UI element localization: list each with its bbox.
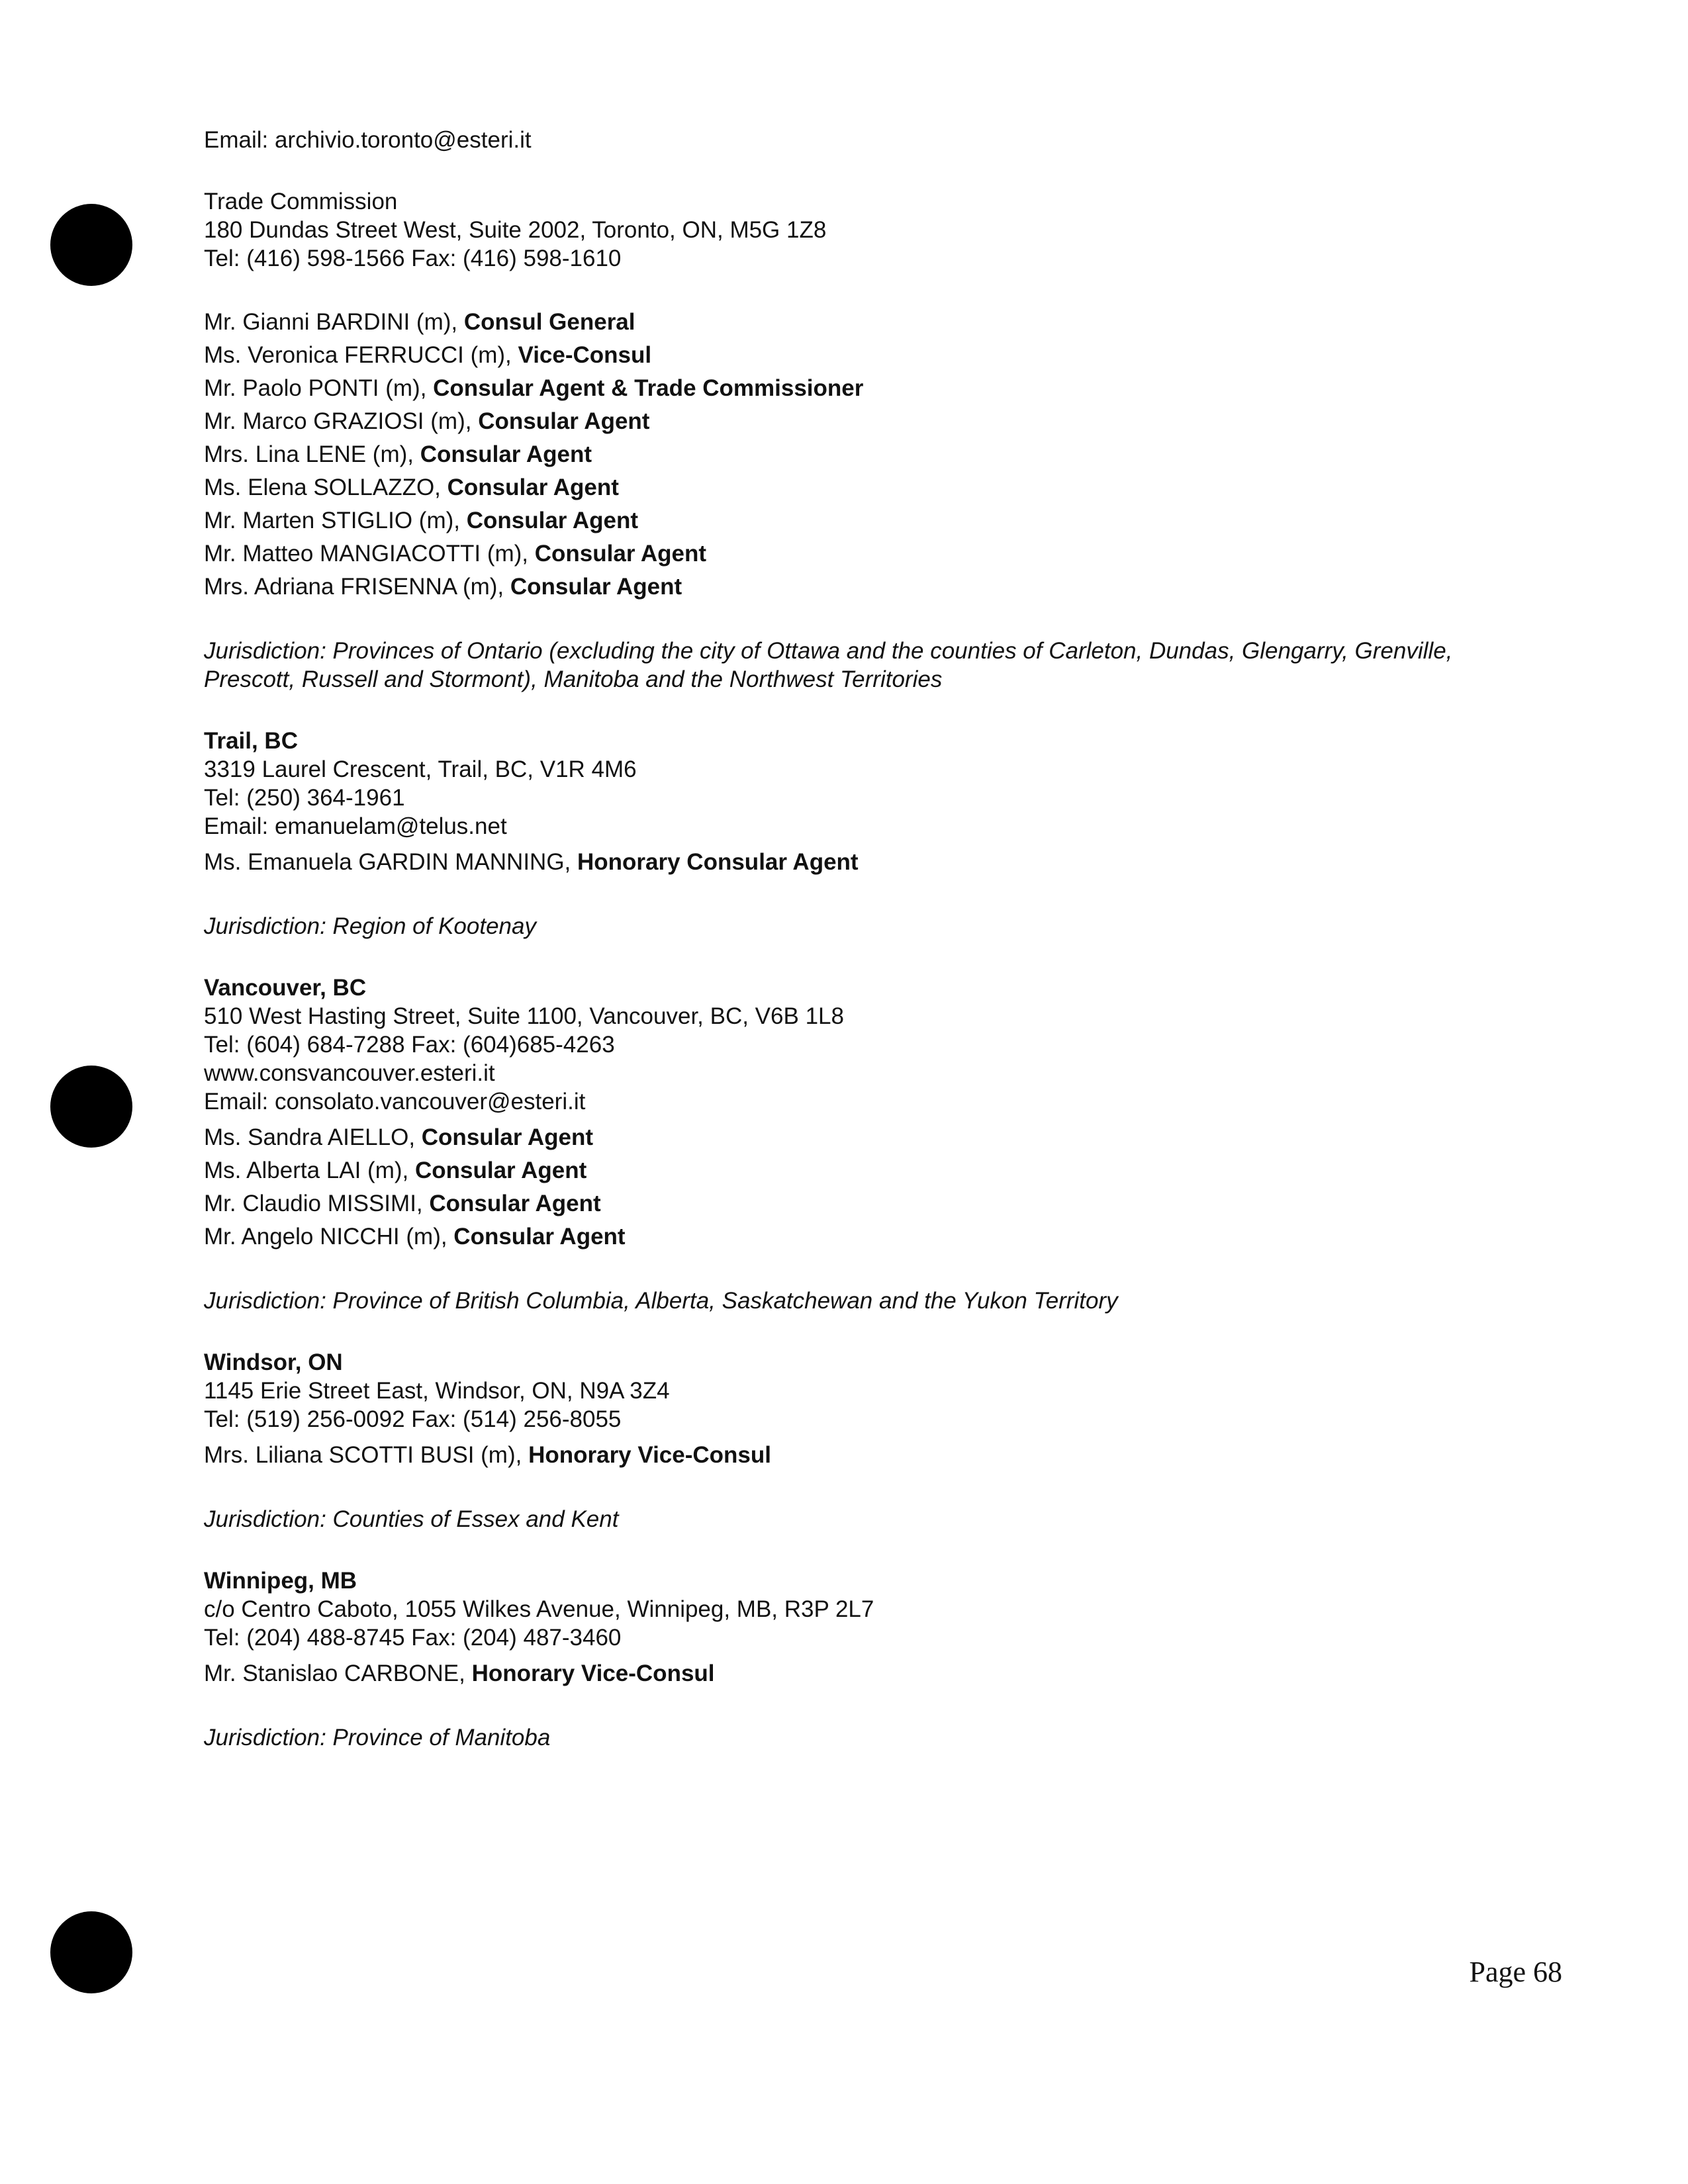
staff-entry [204, 537, 1541, 570]
office-name: Windsor, ON [204, 1349, 343, 1375]
staff-role: Consular Agent [447, 475, 619, 500]
office-jurisdiction: Jurisdiction: Region of Kootenay [204, 913, 536, 939]
staff-person: Mr. Marten STIGLIO (m), [204, 508, 467, 533]
staff-person: Mr. Angelo NICCHI (m), [204, 1224, 454, 1250]
office-name: Winnipeg, MB [204, 1568, 357, 1594]
punch-hole-mark [50, 204, 132, 286]
staff-person: Ms. Veronica FERRUCCI (m), [204, 342, 518, 368]
staff-role: Honorary Consular Agent [577, 849, 859, 875]
staff-entry [204, 1220, 1541, 1253]
punch-hole-mark [50, 1911, 132, 1993]
page-number: Page 68 [1469, 1956, 1562, 1988]
staff-entry [204, 372, 1541, 405]
office-address: c/o Centro Caboto, 1055 Wilkes Avenue, Winnipeg, MB, R3P 2L7 [204, 1596, 874, 1622]
office-jurisdiction: Jurisdiction: Province of British Columbia, Alberta, Saskatchewan and the Yukon Territory [204, 1288, 1118, 1314]
office-website: www.consvancouver.esteri.it [204, 1060, 495, 1086]
staff-person: Mr. Claudio MISSIMI, [204, 1191, 430, 1216]
staff-role: Consul General [463, 309, 635, 335]
staff-role: Consular Agent [421, 1124, 594, 1150]
office-jurisdiction: Jurisdiction: Counties of Essex and Kent [204, 1506, 619, 1532]
office-email: Email: consolato.vancouver@esteri.it [204, 1089, 586, 1115]
staff-entry [204, 339, 1541, 372]
trade-commission-address: 180 Dundas Street West, Suite 2002, Toronto, ON, M5G 1Z8 [204, 217, 827, 243]
staff-entry [204, 405, 1541, 438]
staff-person: Ms. Emanuela GARDIN MANNING, [204, 849, 577, 875]
staff-role: Consular Agent & Trade Commissioner [433, 375, 864, 401]
trail-office [204, 727, 1541, 940]
trade-commission-name: Trade Commission [204, 189, 398, 214]
office-phone: Tel: (604) 684-7288 Fax: (604)685-4263 [204, 1032, 615, 1058]
staff-person: Mr. Matteo MANGIACOTTI (m), [204, 541, 535, 567]
staff-role: Consular Agent [453, 1224, 626, 1250]
office-address: 510 West Hasting Street, Suite 1100, Vancouver, BC, V6B 1L8 [204, 1003, 844, 1029]
trade-commission-phone: Tel: (416) 598-1566 Fax: (416) 598-1610 [204, 246, 622, 271]
office-address: 1145 Erie Street East, Windsor, ON, N9A 3Z4 [204, 1378, 670, 1404]
toronto-staff-list [204, 306, 1541, 604]
office-address: 3319 Laurel Crescent, Trail, BC, V1R 4M6 [204, 756, 637, 782]
staff-entry [204, 1439, 1541, 1472]
document-body [204, 126, 1541, 1752]
staff-role: Honorary Vice-Consul [471, 1661, 715, 1686]
staff-entry [204, 1187, 1541, 1220]
staff-entry [204, 570, 1541, 604]
staff-person: Ms. Elena SOLLAZZO, [204, 475, 447, 500]
staff-role: Consular Agent [534, 541, 707, 567]
staff-role: Vice-Consul [518, 342, 652, 368]
office-phone: Tel: (204) 488-8745 Fax: (204) 487-3460 [204, 1625, 622, 1651]
windsor-office [204, 1348, 1541, 1533]
staff-person: Mr. Marco GRAZIOSI (m), [204, 408, 479, 434]
office-jurisdiction: Jurisdiction: Province of Manitoba [204, 1725, 551, 1751]
staff-person: Ms. Sandra AIELLO, [204, 1124, 422, 1150]
staff-person: Mrs. Lina LENE (m), [204, 441, 420, 467]
winnipeg-office [204, 1567, 1541, 1752]
office-phone: Tel: (519) 256-0092 Fax: (514) 256-8055 [204, 1406, 622, 1432]
staff-role: Consular Agent [414, 1158, 587, 1183]
staff-role: Consular Agent [420, 441, 592, 467]
staff-entry [204, 504, 1541, 537]
staff-person: Mr. Paolo PONTI (m), [204, 375, 434, 401]
trade-commission-block [204, 187, 1541, 273]
staff-entry [204, 1121, 1541, 1154]
staff-person: Mr. Gianni BARDINI (m), [204, 309, 464, 335]
staff-role: Honorary Vice-Consul [528, 1442, 771, 1468]
staff-role: Consular Agent [478, 408, 650, 434]
vancouver-office [204, 974, 1541, 1315]
toronto-email: Email: archivio.toronto@esteri.it [204, 127, 532, 153]
staff-person: Mr. Stanislao CARBONE, [204, 1661, 472, 1686]
staff-person: Mrs. Liliana SCOTTI BUSI (m), [204, 1442, 529, 1468]
office-name: Vancouver, BC [204, 975, 367, 1001]
punch-hole-mark [50, 1066, 132, 1148]
office-phone: Tel: (250) 364-1961 [204, 785, 405, 811]
staff-entry [204, 306, 1541, 339]
staff-entry [204, 846, 1541, 879]
staff-entry [204, 1154, 1541, 1187]
office-email: Email: emanuelam@telus.net [204, 813, 507, 839]
staff-role: Consular Agent [466, 508, 638, 533]
office-name: Trail, BC [204, 728, 298, 754]
staff-entry [204, 471, 1541, 504]
staff-person: Ms. Alberta LAI (m), [204, 1158, 415, 1183]
staff-person: Mrs. Adriana FRISENNA (m), [204, 574, 510, 600]
staff-role: Consular Agent [429, 1191, 601, 1216]
staff-entry [204, 1657, 1541, 1690]
toronto-jurisdiction: Jurisdiction: Provinces of Ontario (excluding the city of Ottawa and the counties of Carleton, Dundas, Glengarry, Grenville, Prescott, Russell and Stormont), Manitoba and the Northwest Territories [204, 638, 1453, 692]
staff-entry [204, 438, 1541, 471]
staff-role: Consular Agent [510, 574, 682, 600]
